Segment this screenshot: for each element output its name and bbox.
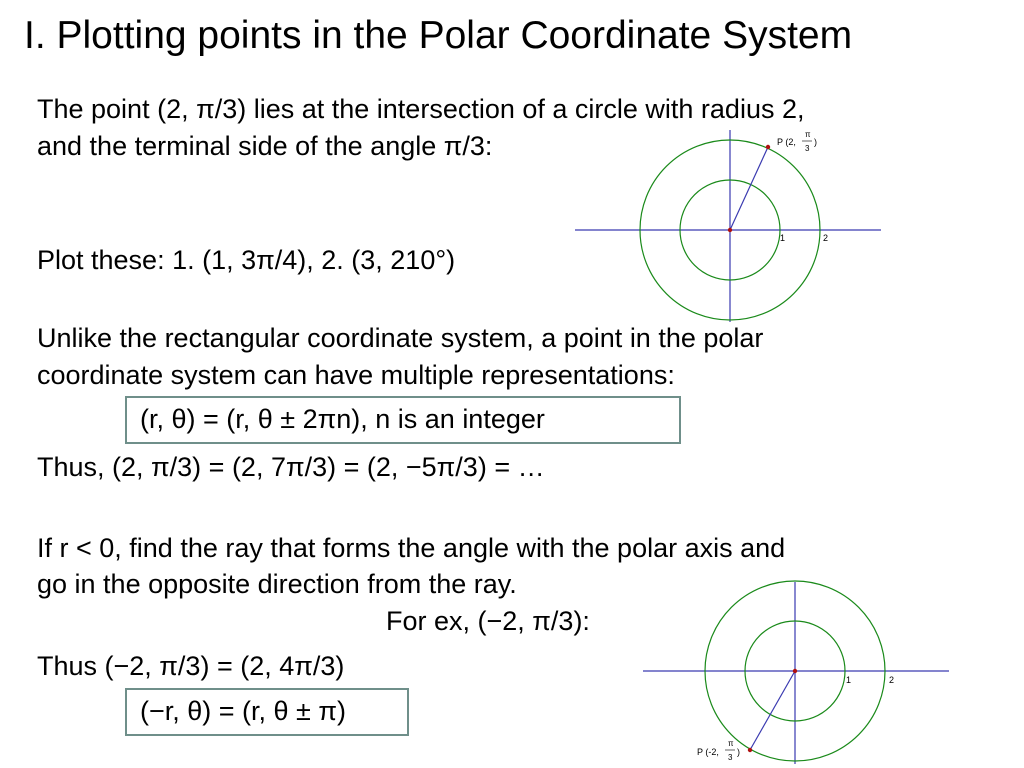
thus-equivalence-1: Thus, (2, π/3) = (2, 7π/3) = (2, −5π/3) = … xyxy=(37,452,545,482)
polar-diagram-2 xyxy=(640,580,952,766)
angle-fraction-numerator: π xyxy=(805,130,811,139)
tick-label-2: 2 xyxy=(889,675,895,685)
negative-r-line-1: If r < 0, find the ray that forms the angle with the polar axis and xyxy=(37,533,786,563)
point-p xyxy=(748,748,752,752)
negative-r-line-2: go in the opposite direction from the ray. xyxy=(37,569,517,599)
point-p-label: P (2, xyxy=(777,137,796,147)
angle-fraction-denominator: 3 xyxy=(728,753,733,762)
point-p xyxy=(766,145,770,149)
point-p-label-close: ) xyxy=(737,747,740,757)
angle-fraction-numerator: π xyxy=(728,739,734,748)
tick-label-1: 1 xyxy=(846,675,852,685)
point-p-label-close: ) xyxy=(814,137,817,147)
slide-title: I. Plotting points in the Polar Coordinate System xyxy=(24,14,853,57)
polar-diagram-1 xyxy=(572,128,884,324)
angle-fraction-denominator: 3 xyxy=(805,144,810,153)
formula-1: (r, θ) = (r, θ ± 2πn), n is an integer xyxy=(140,404,545,434)
multi-rep-line-2: coordinate system can have multiple representations: xyxy=(37,360,675,390)
thus-equivalence-2: Thus (−2, π/3) = (2, 4π/3) xyxy=(37,651,345,681)
example-label: For ex, (−2, π/3): xyxy=(386,606,590,636)
origin-point xyxy=(728,228,732,232)
opposite-ray xyxy=(750,671,795,750)
multi-rep-line-1: Unlike the rectangular coordinate system, a point in the polar xyxy=(37,323,764,353)
intro-line-2: and the terminal side of the angle π/3: xyxy=(37,131,493,161)
tick-label-1: 1 xyxy=(780,233,786,243)
origin-point xyxy=(793,669,797,673)
intro-line-1: The point (2, π/3) lies at the intersection of a circle with radius 2, xyxy=(37,94,805,124)
exercise-text: Plot these: 1. (1, 3π/4), 2. (3, 210°) xyxy=(37,245,456,275)
point-p-label: P (-2, xyxy=(697,747,719,757)
terminal-ray xyxy=(730,147,768,230)
formula-2: (−r, θ) = (r, θ ± π) xyxy=(140,696,346,726)
tick-label-2: 2 xyxy=(823,233,829,243)
